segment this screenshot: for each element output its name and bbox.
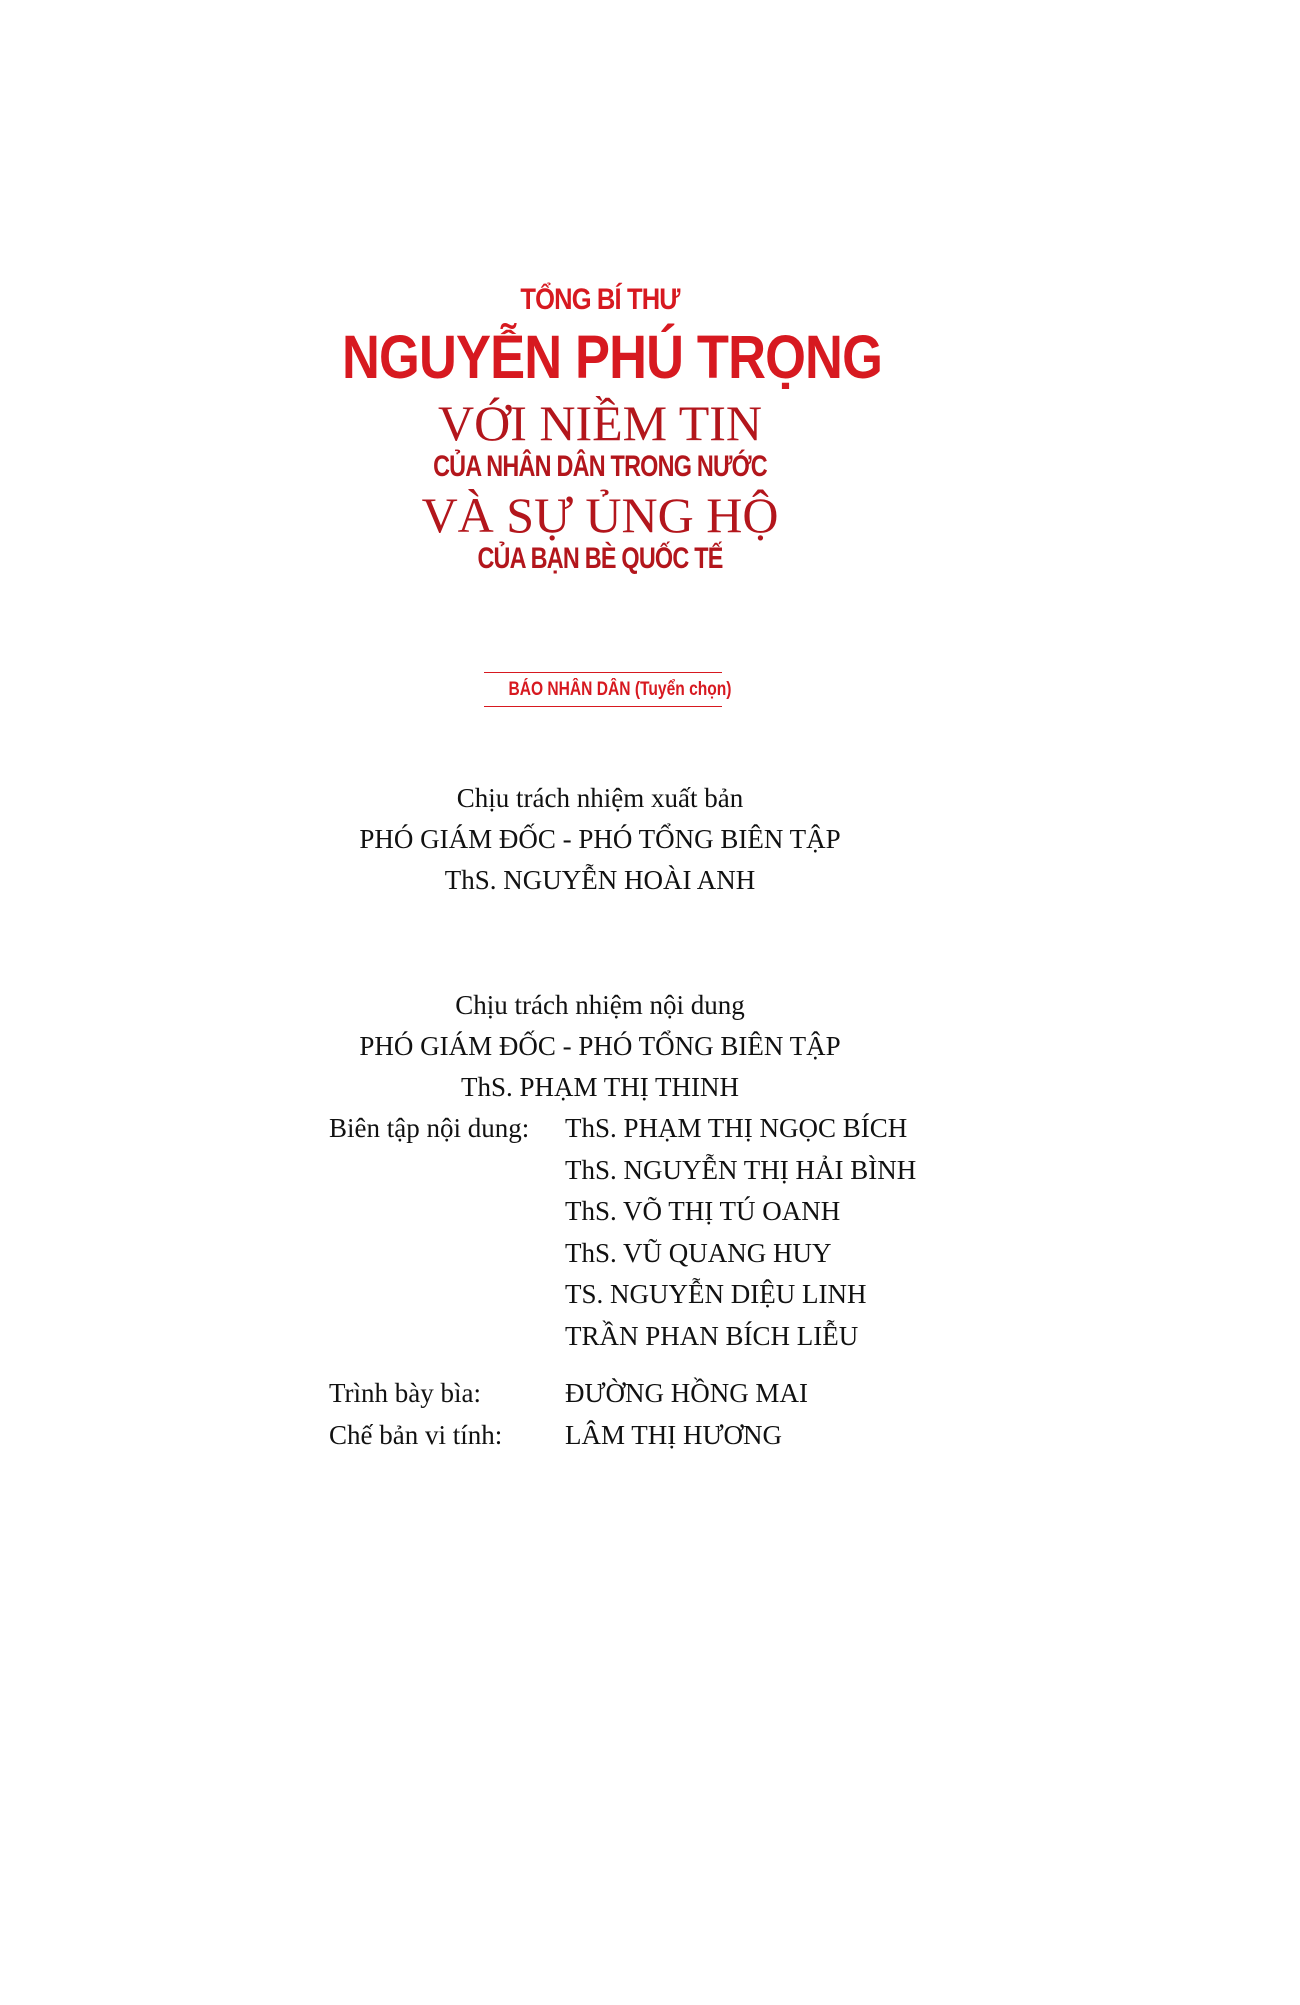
editor-name: TRẦN PHAN BÍCH LIỄU (565, 1320, 859, 1351)
title-line-3: VỚI NIỀM TIN (437, 395, 763, 451)
content-person: ThS. PHẠM THỊ THINH (460, 1072, 739, 1102)
title-line-6: CỦA BẠN BÈ QUỐC TẾ (477, 542, 723, 575)
editor-name: ThS. NGUYỄN THỊ HẢI BÌNH (565, 1154, 917, 1185)
title-line-5: VÀ SỰ ỦNG HỘ (421, 487, 779, 543)
title-line-4: CỦA NHÂN DÂN TRONG NƯỚC (433, 450, 767, 483)
series-text: BÁO NHÂN DÂN (Tuyển chọn) (508, 679, 732, 700)
editor-name: ThS. VÕ THỊ TÚ OANH (565, 1196, 841, 1226)
content-position: PHÓ GIÁM ĐỐC - PHÓ TỔNG BIÊN TẬP (359, 1031, 841, 1061)
book-title (300, 285, 900, 582)
cover-design-name: ĐƯỜNG HỒNG MAI (565, 1378, 808, 1408)
typesetting-name: LÂM THỊ HƯƠNG (565, 1419, 782, 1450)
editor-name: ThS. PHẠM THỊ NGỌC BÍCH (565, 1113, 908, 1143)
cover-design-label: Trình bày bìa: (329, 1378, 482, 1408)
editor-name: TS. NGUYỄN DIỆU LINH (565, 1279, 867, 1309)
publishing-position: PHÓ GIÁM ĐỐC - PHÓ TỔNG BIÊN TẬP (359, 824, 841, 854)
responsibility-credits (300, 778, 900, 1108)
editors-label: Biên tập nội dung: (329, 1113, 530, 1143)
typesetting-label: Chế bản vi tính: (329, 1419, 503, 1450)
series-label (484, 672, 732, 707)
publishing-person: ThS. NGUYỄN HOÀI ANH (444, 865, 756, 895)
credits-spacer (300, 901, 900, 985)
title-supertitle: TỔNG BÍ THƯ (520, 283, 680, 316)
content-heading: Chịu trách nhiệm nội dung (455, 990, 745, 1020)
editor-name: ThS. VŨ QUANG HUY (565, 1237, 832, 1268)
publishing-heading: Chịu trách nhiệm xuất bản (456, 783, 744, 813)
title-name: NGUYỄN PHÚ TRỌNG (342, 323, 883, 391)
